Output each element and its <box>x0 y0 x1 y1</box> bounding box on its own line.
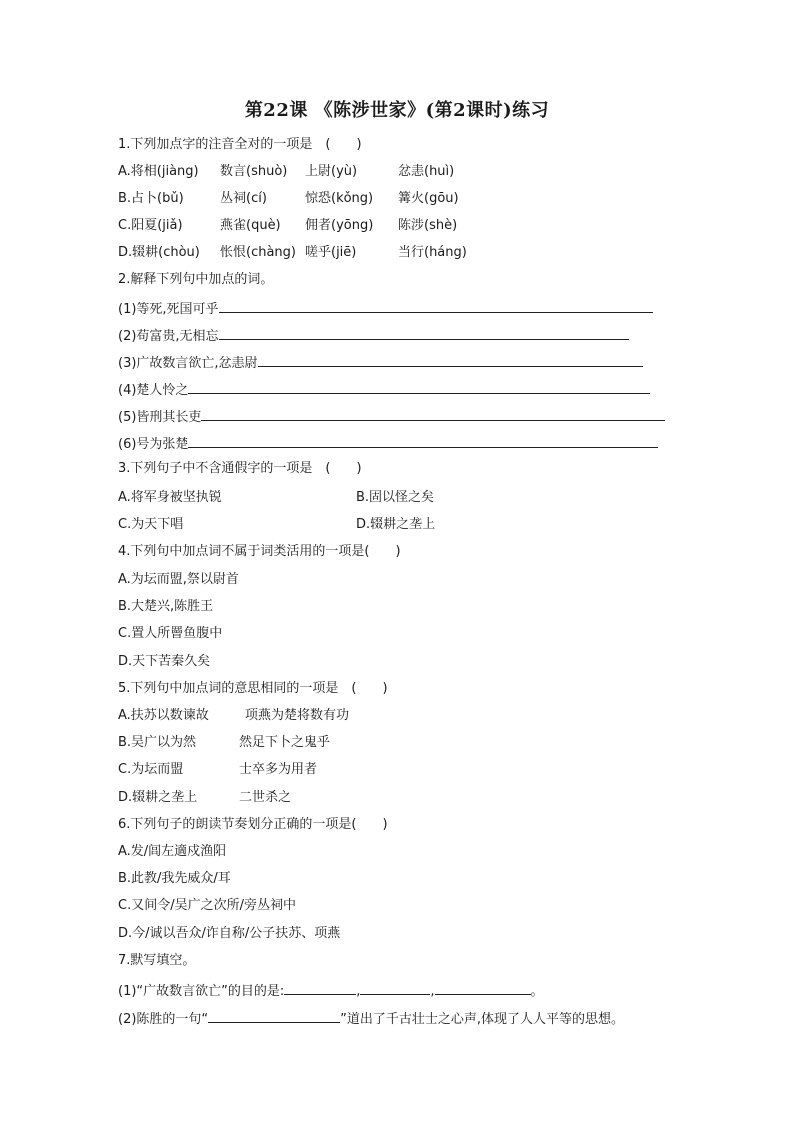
q7-blank-4[interactable] <box>208 1009 340 1023</box>
q4-option-b: B.大楚兴,陈胜王 <box>118 599 214 614</box>
q4-option-c: C.置人所罾鱼腹中 <box>118 626 223 641</box>
q1-d-1: D.辍耕(chòu) <box>118 245 200 260</box>
q5-c-1: C.为坛而盟 <box>118 762 184 777</box>
q7-stem: 7.默写填空。 <box>118 953 196 968</box>
page-title: 第22课 《陈涉世家》(第2课时)练习 <box>244 100 550 121</box>
q1-a-2: 数言(shuò) <box>220 164 288 179</box>
q7-blank-2[interactable] <box>360 981 430 995</box>
q7-item-1-label: (1)“广故数言欲亡”的目的是: <box>118 984 285 999</box>
q7-item-2 <box>118 1009 624 1028</box>
q1-d-3: 嗟乎(jiē) <box>305 245 357 260</box>
q1-stem: 1.下列加点字的注音全对的一项是 ( ) <box>118 137 362 152</box>
q2-answer-blank[interactable] <box>219 299 653 313</box>
q5-d-2: 二世杀之 <box>239 790 292 805</box>
q1-b-1: B.占卜(bǔ) <box>118 191 184 206</box>
q7-item-2-label: (2)陈胜的一句“ <box>118 1012 209 1027</box>
q2-item <box>118 299 653 318</box>
q5-d-1: D.辍耕之垄上 <box>118 790 198 805</box>
q2-item <box>118 407 665 426</box>
q5-a-2: 项燕为楚将数有功 <box>245 708 350 723</box>
q5-b-1: B.吴广以为然 <box>118 735 197 750</box>
q6-option-b: B.此教/我先威众/耳 <box>118 871 231 886</box>
q2-item-label: (5)皆刑其长吏 <box>118 410 202 425</box>
q6-option-d: D.今/诚以吾众/诈自称/公子扶苏、项燕 <box>118 926 341 941</box>
q2-stem: 2.解释下列句中加点的词。 <box>118 272 274 287</box>
q1-b-2: 丛祠(cí) <box>220 191 267 206</box>
q1-c-2: 燕雀(què) <box>220 218 281 233</box>
q7-item-1 <box>118 981 544 1000</box>
q1-a-4: 忿恚(huì) <box>398 164 455 179</box>
q7-separator: , <box>430 984 435 999</box>
q1-d-2: 怅恨(chàng) <box>220 245 296 260</box>
q3-option-b: B.固以怪之矣 <box>356 490 435 505</box>
q2-answer-blank[interactable] <box>201 407 665 421</box>
q2-item <box>118 434 658 453</box>
q6-option-c: C.又间令/吴广之次所/旁丛祠中 <box>118 898 296 913</box>
q6-option-a: A.发/闾左適戍渔阳 <box>118 844 227 859</box>
q7-blank-3[interactable] <box>435 981 531 995</box>
q1-a-3: 上尉(yù) <box>305 164 358 179</box>
q1-c-3: 佣者(yōng) <box>305 218 374 233</box>
q2-item-label: (4)楚人怜之 <box>118 383 189 398</box>
q2-item <box>118 380 650 399</box>
q4-option-a: A.为坛而盟,祭以尉首 <box>118 572 239 587</box>
q1-c-4: 陈涉(shè) <box>398 218 458 233</box>
q2-item-label: (2)苟富贵,无相忘 <box>118 329 219 344</box>
q7-separator: , <box>356 984 361 999</box>
q1-a-1: A.将相(jiàng) <box>118 164 199 179</box>
q1-d-4: 当行(háng) <box>398 245 467 260</box>
q7-blank-1[interactable] <box>284 981 356 995</box>
q1-b-4: 篝火(gōu) <box>398 191 459 206</box>
q3-stem: 3.下列句子中不含通假字的一项是 ( ) <box>118 461 362 476</box>
q4-stem: 4.下列句中加点词不属于词类活用的一项是( ) <box>118 544 401 559</box>
q1-b-3: 惊恐(kǒng) <box>305 191 374 206</box>
q2-item <box>118 326 629 345</box>
q2-answer-blank[interactable] <box>258 353 643 367</box>
q4-option-d: D.天下苦秦久矣 <box>118 654 211 669</box>
q3-option-c: C.为天下唱 <box>118 517 184 532</box>
q5-a-1: A.扶苏以数谏故 <box>118 708 209 723</box>
q3-option-a: A.将军身被坚执锐 <box>118 490 222 505</box>
q1-c-1: C.阳夏(jiǎ) <box>118 218 183 233</box>
q7-item-2-suffix: ”道出了千古壮士之心声,体现了人人平等的思想。 <box>340 1012 625 1027</box>
q2-item <box>118 353 643 372</box>
q5-stem: 5.下列句中加点词的意思相同的一项是 ( ) <box>118 681 388 696</box>
q2-answer-blank[interactable] <box>219 326 629 340</box>
q2-item-label: (1)等死,死国可乎 <box>118 302 219 317</box>
q5-b-2: 然足下卜之鬼乎 <box>239 735 331 750</box>
q2-answer-blank[interactable] <box>188 434 658 448</box>
q2-item-label: (3)广故数言欲亡,忿恚尉 <box>118 356 258 371</box>
q5-c-2: 士卒多为用者 <box>239 762 318 777</box>
q2-answer-blank[interactable] <box>188 380 650 394</box>
q3-option-d: D.辍耕之垄上 <box>356 517 436 532</box>
q6-stem: 6.下列句子的朗读节奏划分正确的一项是( ) <box>118 817 388 832</box>
q7-period: 。 <box>530 984 544 999</box>
q2-item-label: (6)号为张楚 <box>118 437 189 452</box>
